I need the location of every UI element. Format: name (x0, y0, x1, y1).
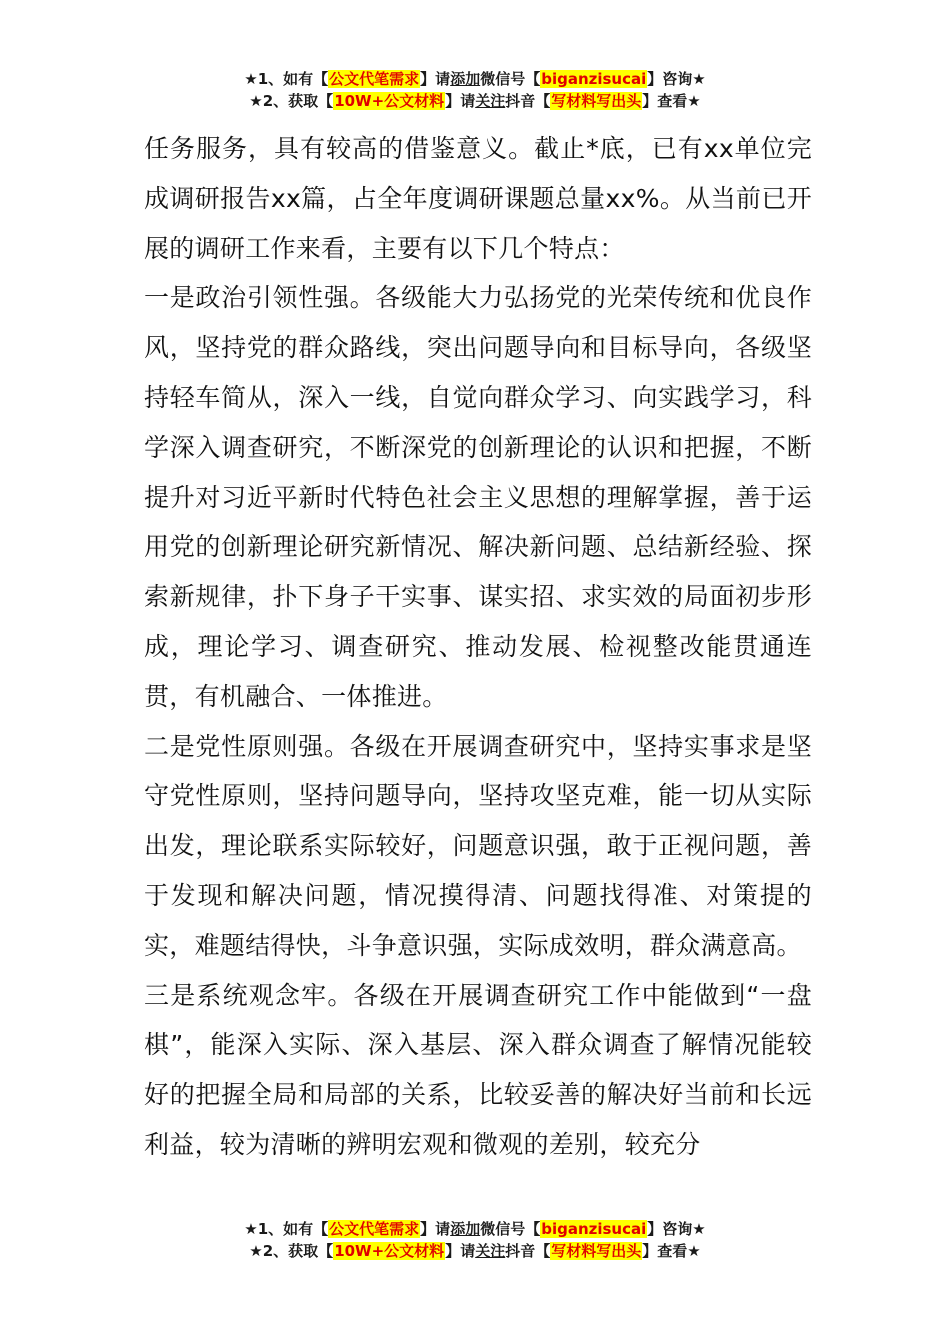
paragraph-point-1: 一是政治引领性强。各级能大力弘扬党的光荣传统和优良作风，坚持党的群众路线，突出问题导向和目标导向，各级坚持轻车简从，深入一线，自觉向群众学习、向实践学习，科学深入调查研究，不断深党的创新理论的认识和把握，不断提升对习近平新时代特色社会主义思想的理解掌握，善于运用党的创新理论研究新情况、解决新问题、总结新经验、探索新规律，扑下身子干实事、谋实招、求实效的局面初步形成，理论学习、调查研究、推动发展、检视整改能贯通连贯，有机融合、一体推进。 (144, 283, 812, 711)
highlight-materials: 10W+公文材料 (334, 1242, 445, 1260)
paragraph-point-3: 三是系统观念牢。各级在开展调查研究工作中能做到“一盘棋”，能深入实际、深入基层、深入群众调查了解情况能较好的把握全局和局部的关系，比较妥善的解决好当前和长远利益，较为清晰的辨明宏观和微观的差别，较充分 (144, 980, 812, 1159)
highlight-service: 公文代笔需求 (329, 1220, 420, 1238)
banner-line-1: ★1、如有【公文代笔需求】请添加微信号【biganzisucai】咨询★ (244, 70, 706, 88)
document-body (144, 124, 812, 1170)
highlight-materials: 10W+公文材料 (334, 92, 445, 110)
highlight-douyin-account: 写材料写出头 (551, 92, 642, 110)
banner-line-1: ★1、如有【公文代笔需求】请添加微信号【biganzisucai】咨询★ (244, 1220, 706, 1238)
highlight-service: 公文代笔需求 (329, 70, 420, 88)
highlight-douyin-account: 写材料写出头 (551, 1242, 642, 1260)
banner-line-2: ★2、获取【10W+公文材料】请关注抖音【写材料写出头】查看★ (249, 92, 701, 110)
banner-line-2: ★2、获取【10W+公文材料】请关注抖音【写材料写出头】查看★ (249, 1242, 701, 1260)
header-banner (0, 68, 950, 112)
paragraph-point-2: 二是党性原则强。各级在开展调查研究中，坚持实事求是坚守党性原则，坚持问题导向，坚持攻坚克难，能一切从实际出发，理论联系实际较好，问题意识强，敢于正视问题，善于发现和解决问题，情况摸得清、问题找得准、对策提的实，难题结得快，斗争意识强，实际成效明，群众满意高。 (144, 731, 812, 960)
footer-banner (0, 1218, 950, 1262)
highlight-wechat-id: biganzisucai (541, 1220, 647, 1238)
paragraph-intro: 任务服务，具有较高的借鉴意义。截止*底，已有xx单位完成调研报告xx篇，占全年度调研课题总量xx%。从当前已开展的调研工作来看，主要有以下几个特点： (144, 134, 812, 263)
highlight-wechat-id: biganzisucai (541, 70, 647, 88)
